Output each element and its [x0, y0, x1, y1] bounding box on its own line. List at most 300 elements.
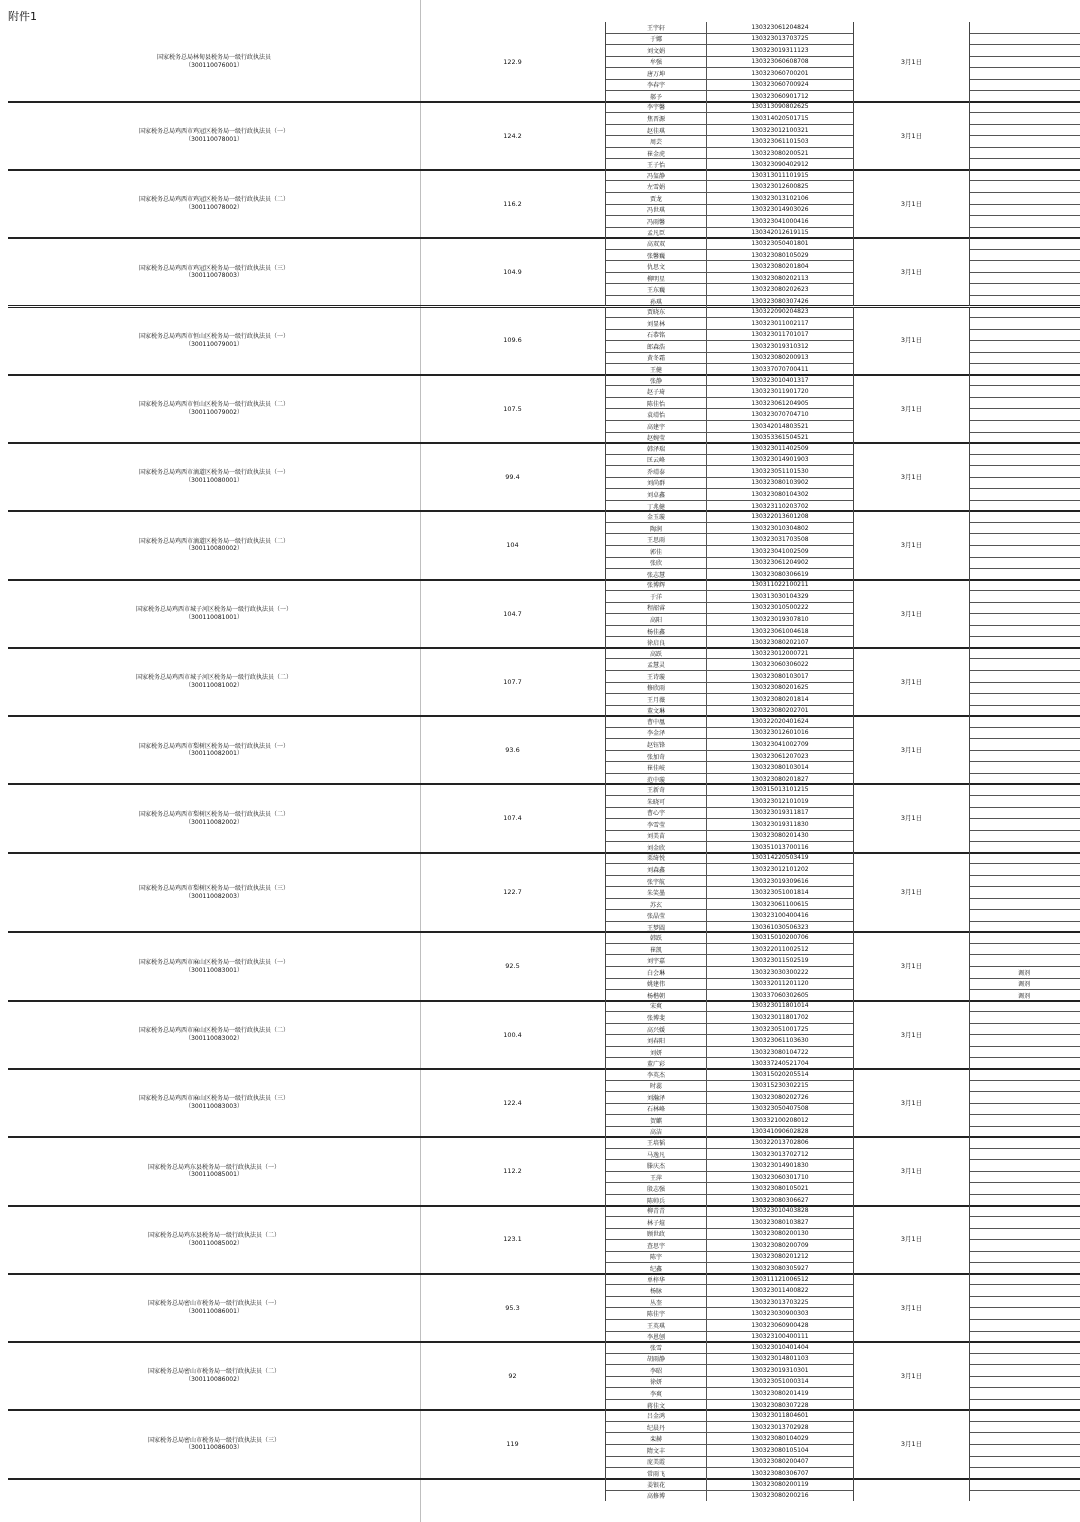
candidate-name: 杨脉: [606, 1285, 707, 1296]
candidate-exam-id: 130323061207023: [751, 752, 809, 760]
candidate-exam-id: 130314020501715: [751, 114, 809, 122]
candidate-name: 马逸凡: [606, 1149, 707, 1160]
remark-cell: [970, 863, 1080, 875]
cutoff-score: 119: [506, 1440, 519, 1449]
remark-cell: [970, 738, 1080, 750]
interview-date: 3月1日: [900, 131, 923, 140]
candidate-name: 李昭: [606, 1365, 707, 1376]
interview-date: 3月1日: [900, 962, 923, 971]
position-group: [0, 648, 1080, 716]
candidate-name: 张静: [606, 375, 707, 386]
interview-date: 3月1日: [900, 1303, 923, 1312]
candidate-row: [606, 863, 853, 875]
remark-cell: [970, 795, 1080, 807]
position-code: （300110079001）: [185, 340, 243, 348]
candidate-name: 王思雨: [606, 534, 707, 545]
candidate-name: 苏玄: [606, 899, 707, 910]
remark-cell: [970, 180, 1080, 192]
remarks-column: [969, 784, 1080, 852]
candidate-row: [606, 773, 853, 785]
remark-cell: [970, 841, 1080, 853]
remark-cell: [970, 408, 1080, 420]
remark-cell: [970, 385, 1080, 397]
candidate-exam-id: 130323080201419: [751, 1390, 809, 1398]
candidate-exam-id: 130323030300222: [751, 968, 809, 976]
cutoff-score: 99.4: [505, 472, 520, 481]
candidate-row: [606, 1011, 853, 1023]
candidate-row: [606, 22, 853, 33]
interview-date: 3月1日: [900, 1030, 923, 1039]
candidate-row: [606, 658, 853, 670]
candidate-name: 牟强: [606, 57, 707, 68]
remark-cell: [970, 1228, 1080, 1240]
candidate-name: 石林峰: [606, 1104, 707, 1115]
position-code: （300110082001）: [185, 750, 243, 758]
candidate-name: 杨佳鑫: [606, 626, 707, 637]
candidate-row: [606, 1467, 853, 1479]
remark-cell: [970, 1171, 1080, 1183]
remark-cell: [970, 22, 1080, 33]
candidate-row: [606, 716, 853, 727]
candidate-exam-id: 130323013102106: [751, 194, 809, 202]
candidate-exam-id: 130313011101915: [751, 171, 809, 179]
candidate-name: 查思宇: [606, 1240, 707, 1251]
cutoff-score: 122.7: [503, 888, 522, 897]
remark-cell: [970, 443, 1080, 454]
candidate-row: [606, 943, 853, 955]
remark-cell: [970, 1284, 1080, 1296]
candidate-row: [606, 283, 853, 295]
candidate-exam-id: 130323041002709: [751, 741, 809, 749]
remark-cell: [970, 1296, 1080, 1308]
cutoff-score: 107.5: [503, 404, 522, 413]
interview-date: 3月1日: [900, 268, 923, 277]
candidate-row: [606, 602, 853, 614]
candidate-row: [606, 249, 853, 261]
candidate-exam-id: 130323011801702: [751, 1013, 809, 1021]
candidate-exam-id: 130323050401801: [751, 239, 809, 247]
candidate-exam-id: 130323019311123: [751, 46, 809, 54]
remark-cell: [970, 158, 1080, 170]
candidate-name: 左雪娟: [606, 181, 707, 192]
candidate-name: 丁兆健: [606, 501, 707, 512]
candidate-exam-id: 130323014901830: [751, 1162, 809, 1170]
candidate-name: 刘金欣: [606, 842, 707, 853]
position-name: [8, 375, 420, 443]
candidate-row: [606, 522, 853, 534]
candidate-exam-id: 130323014903026: [751, 206, 809, 214]
remark-cell: [970, 716, 1080, 727]
candidate-exam-id: 130323019310312: [751, 342, 809, 350]
remark-cell: [970, 1274, 1080, 1285]
candidate-exam-id: 130323011402509: [751, 444, 809, 452]
remark-cell: [970, 1091, 1080, 1103]
candidate-exam-id: 130323060700924: [751, 81, 809, 89]
interview-date: [855, 1479, 968, 1502]
candidate-exam-id: 130323080202107: [751, 639, 809, 647]
candidate-exam-id: 130323080202726: [751, 1093, 809, 1101]
candidate-name: 李雪莹: [606, 819, 707, 830]
candidate-exam-id: 130323019307810: [751, 616, 809, 624]
candidate-exam-id: 130323013703225: [751, 1298, 809, 1306]
position-title: 国家税务总局鸡东县税务局一级行政执法员（二）: [147, 1231, 280, 1239]
remark-cell: [970, 625, 1080, 637]
candidate-name: 王梦圆: [606, 922, 707, 933]
candidate-row: [606, 397, 853, 409]
candidate-name: 王东巍: [606, 284, 707, 295]
interview-date: 3月1日: [900, 746, 923, 755]
candidate-row: [606, 215, 853, 227]
remark-cell: [970, 1364, 1080, 1376]
remark-cell: [970, 1182, 1080, 1194]
cutoff-score: [421, 1479, 604, 1502]
candidate-exam-id: 130323019309616: [751, 877, 809, 885]
remarks-column: [969, 1137, 1080, 1205]
position-name: [8, 238, 420, 306]
position-group: [0, 1137, 1080, 1205]
position-group: [0, 716, 1080, 784]
candidate-name: 刘森鑫: [606, 864, 707, 875]
candidate-name: 修欣雨: [606, 683, 707, 694]
position-group: [0, 170, 1080, 238]
candidate-name: 张馨巍: [606, 250, 707, 261]
candidate-name: 崔金虎: [606, 148, 707, 159]
candidate-exam-id: 130315013101215: [751, 786, 809, 794]
candidate-name: 赵子琦: [606, 386, 707, 397]
cutoff-score: 122.4: [503, 1098, 522, 1107]
remark-cell: [970, 1148, 1080, 1160]
remarks-column: [969, 580, 1080, 648]
candidate-exam-id: 130323061101503: [751, 138, 809, 146]
candidate-name: 朱笑墨: [606, 887, 707, 898]
candidate-exam-id: 130323031703508: [751, 536, 809, 544]
remark-cell: [970, 1353, 1080, 1365]
position-title: 国家税务总局鸡西市滴道区税务局一级行政执法员（一）: [138, 469, 289, 477]
remarks-column: [969, 238, 1080, 306]
candidate-name: 纪晨丹: [606, 1422, 707, 1433]
remark-cell: [970, 750, 1080, 762]
candidate-row: [606, 408, 853, 420]
candidate-row: [606, 112, 853, 124]
candidate-exam-id: 130322011002512: [751, 945, 809, 953]
remark-cell: [970, 705, 1080, 717]
candidate-row: [606, 898, 853, 910]
candidate-exam-id: 130323080307426: [751, 297, 809, 305]
candidate-name: 高修博: [606, 1491, 707, 1502]
remarks-column: [969, 648, 1080, 716]
candidate-name: 陶润: [606, 523, 707, 534]
cutoff-score: 107.7: [503, 677, 522, 686]
remark-cell: [970, 1251, 1080, 1263]
position-title: 国家税务总局鸡西市麻山区税务局一级行政执法员（一）: [138, 958, 289, 966]
candidate-row: [606, 204, 853, 216]
candidate-list: [605, 1274, 854, 1342]
remark-cell: [970, 1046, 1080, 1058]
candidate-name: 栾赫: [606, 1433, 707, 1444]
candidate-list: [605, 307, 854, 375]
candidate-exam-id: 130311022100211: [751, 581, 809, 589]
position-code: （300110083003）: [185, 1103, 243, 1111]
candidate-name: 刘瀚泽: [606, 1092, 707, 1103]
candidate-name: 张加奇: [606, 751, 707, 762]
cutoff-score: 124.2: [503, 131, 522, 140]
remark-cell: [970, 1479, 1080, 1490]
remark-cell: [970, 636, 1080, 648]
candidate-exam-id: 130323014901903: [751, 456, 809, 464]
candidate-row: [606, 1206, 853, 1217]
candidate-name: 张宇航: [606, 876, 707, 887]
candidate-list: [605, 511, 854, 579]
candidate-exam-id: 130332100208012: [751, 1116, 809, 1124]
candidate-name: 白会琳: [606, 967, 707, 978]
candidate-row: [606, 147, 853, 159]
interview-date: 3月1日: [900, 1371, 923, 1380]
remark-cell: [970, 1103, 1080, 1115]
remark-cell: [970, 943, 1080, 955]
candidate-name: 唐万坤: [606, 68, 707, 79]
candidate-row: [606, 1319, 853, 1331]
candidate-name: 顾世政: [606, 1229, 707, 1240]
remarks-column: [969, 22, 1080, 102]
candidate-row: [606, 307, 853, 318]
position-title: 国家税务总局鸡西市鸡冠区税务局一级行政执法员（三）: [138, 264, 289, 272]
candidate-exam-id: 130323012600825: [751, 183, 809, 191]
candidate-row: [606, 1353, 853, 1365]
position-name: [8, 22, 420, 102]
remark-cell: [970, 1057, 1080, 1069]
candidate-name: 柳青青: [606, 1206, 707, 1217]
candidate-name: 陈佳怡: [606, 398, 707, 409]
position-group: [0, 1410, 1080, 1478]
candidate-name: 崔佳岐: [606, 762, 707, 773]
candidate-exam-id: 130353361504521: [751, 434, 809, 442]
candidate-name: 滕庆杰: [606, 1160, 707, 1171]
candidate-row: [606, 705, 853, 717]
candidate-row: [606, 989, 853, 1001]
remark-cell: [970, 830, 1080, 842]
candidate-name: 范中璇: [606, 774, 707, 785]
remark-cell: [970, 465, 1080, 477]
candidate-exam-id: 130323080202701: [751, 707, 809, 715]
interview-date: 3月1日: [900, 336, 923, 345]
candidate-name: 韩跃: [606, 932, 707, 943]
candidate-name: 金玉璇: [606, 511, 707, 522]
candidate-row: [606, 1069, 853, 1080]
position-title: 国家税务总局鸡西市梨树区税务局一级行政执法员（二）: [138, 810, 289, 818]
candidate-row: [606, 500, 853, 512]
candidate-name: 曹中凰: [606, 716, 707, 727]
candidate-row: [606, 648, 853, 659]
position-code: （300110080001）: [185, 477, 243, 485]
candidate-list: [605, 1410, 854, 1478]
candidate-row: [606, 67, 853, 79]
position-title: 国家税务总局鸡西市梨树区税务局一级行政执法员（一）: [138, 742, 289, 750]
candidate-name: 隋文丰: [606, 1445, 707, 1456]
position-title: 国家税务总局密山市税务局一级行政执法员（三）: [147, 1436, 280, 1444]
remark-cell: [970, 102, 1080, 113]
candidate-exam-id: 130322090204823: [751, 308, 809, 316]
candidate-row: [606, 1216, 853, 1228]
candidate-exam-id: 130323013702928: [751, 1423, 809, 1431]
remark-cell: [970, 352, 1080, 364]
candidate-name: 匡云峰: [606, 455, 707, 466]
candidate-exam-id: 130322013702806: [751, 1139, 809, 1146]
position-code: （300110086002）: [185, 1376, 243, 1384]
candidate-row: [606, 1001, 853, 1012]
interview-date: 3月1日: [900, 472, 923, 481]
position-group: [0, 238, 1080, 306]
candidate-name: 胡雨静: [606, 1354, 707, 1365]
remark-cell: [970, 1444, 1080, 1456]
remark-cell: [970, 1011, 1080, 1023]
candidate-name: 郭佳: [606, 546, 707, 557]
remarks-column: [969, 375, 1080, 443]
position-name: [8, 784, 420, 852]
candidate-name: 焦晋源: [606, 113, 707, 124]
candidate-row: [606, 682, 853, 694]
candidate-exam-id: 130313090802625: [751, 103, 809, 111]
cutoff-score: 109.6: [503, 336, 522, 345]
remarks-column: [969, 853, 1080, 933]
candidate-name: 刘宇嘉: [606, 955, 707, 966]
interview-date: 3月1日: [900, 57, 923, 66]
candidate-row: [606, 1171, 853, 1183]
remark-cell: [970, 522, 1080, 534]
candidate-row: [606, 272, 853, 284]
candidate-row: [606, 795, 853, 807]
candidate-row: [606, 56, 853, 68]
candidate-exam-id: 130323080305927: [751, 1265, 809, 1273]
candidate-exam-id: 130323041002509: [751, 547, 809, 555]
candidate-exam-id: 130323080104722: [751, 1048, 809, 1056]
candidate-name: 赵佳琪: [606, 125, 707, 136]
position-group: [0, 1206, 1080, 1274]
candidate-exam-id: 130323080103902: [751, 479, 809, 487]
candidate-exam-id: 130323080200119: [751, 1480, 809, 1488]
candidate-name: 刘春阳: [606, 1035, 707, 1046]
candidate-row: [606, 568, 853, 580]
cutoff-score: 123.1: [503, 1235, 522, 1244]
position-code: （300110079002）: [185, 408, 243, 416]
candidate-exam-id: 130323011804601: [751, 1412, 809, 1420]
remark-cell: [970, 1319, 1080, 1331]
candidate-row: [606, 761, 853, 773]
interview-date: 3月1日: [900, 814, 923, 823]
position-code: （300110086001）: [185, 1307, 243, 1315]
candidate-list: [605, 1137, 854, 1205]
remark-cell: [970, 397, 1080, 409]
remark-cell: [970, 1023, 1080, 1035]
candidate-list: [605, 443, 854, 511]
candidate-row: [606, 1490, 853, 1502]
remark-cell: [970, 784, 1080, 795]
candidate-exam-id: 130323080201827: [751, 775, 809, 783]
remark-cell: [970, 898, 1080, 910]
candidate-row: [606, 693, 853, 705]
remark-cell: [970, 1034, 1080, 1046]
candidate-name: 王培韬: [606, 1137, 707, 1148]
candidate-list: [605, 932, 854, 1000]
candidate-name: 于娜: [606, 34, 707, 45]
candidate-exam-id: 130323100400111: [751, 1333, 809, 1341]
position-code: （300110081001）: [185, 613, 243, 621]
candidate-name: 刘尚群: [606, 478, 707, 489]
candidate-exam-id: 130315010200706: [751, 934, 809, 942]
candidate-exam-id: 130323080306627: [751, 1196, 809, 1204]
candidate-exam-id: 130323080201814: [751, 695, 809, 703]
candidate-name: 徐妍: [606, 1377, 707, 1388]
remark-cell: [970, 260, 1080, 272]
interview-date: 3月1日: [900, 541, 923, 550]
candidate-row: [606, 1387, 853, 1399]
candidate-exam-id: 130315230302215: [751, 1082, 809, 1090]
candidate-exam-id: 130342014803521: [751, 422, 809, 430]
remark-cell: [970, 602, 1080, 614]
candidate-row: [606, 727, 853, 739]
candidate-name: 高兴媛: [606, 1024, 707, 1035]
attachment-label: 附件1: [8, 10, 37, 23]
position-title: 国家税务总局鸡西市鸡冠区税务局一级行政执法员（一）: [138, 127, 289, 135]
candidate-row: [606, 295, 853, 307]
candidate-list: [605, 1206, 854, 1274]
remark-cell: [970, 921, 1080, 933]
remark-cell: [970, 1387, 1080, 1399]
candidate-row: [606, 90, 853, 102]
candidate-name: 贾龙: [606, 193, 707, 204]
position-code: （300110078003）: [185, 272, 243, 280]
interview-date: 3月1日: [900, 1235, 923, 1244]
candidate-name: 崔凯: [606, 944, 707, 955]
remarks-column: [969, 1001, 1080, 1069]
candidate-row: [606, 420, 853, 432]
candidate-name: 冯玺静: [606, 170, 707, 181]
candidate-exam-id: 130323080306707: [751, 1469, 809, 1477]
remark-cell: [970, 340, 1080, 352]
position-group: [0, 375, 1080, 443]
position-group: [0, 22, 1080, 102]
position-name: [8, 932, 420, 1000]
candidate-row: [606, 1148, 853, 1160]
candidate-row: [606, 1296, 853, 1308]
candidate-exam-id: 130323013703725: [751, 35, 809, 43]
position-group: [0, 1274, 1080, 1342]
candidate-name: 张雪: [606, 1342, 707, 1353]
position-code: （300110082002）: [185, 818, 243, 826]
candidate-name: 赵钰锋: [606, 739, 707, 750]
remark-cell: [970, 545, 1080, 557]
candidate-name: 贺麒: [606, 1115, 707, 1126]
candidate-row: [606, 921, 853, 933]
position-code: （300110085001）: [185, 1171, 243, 1179]
candidate-exam-id: 130323011901720: [751, 388, 809, 396]
remark-cell: [970, 1342, 1080, 1353]
candidate-exam-id: 130323011701017: [751, 331, 809, 339]
candidate-exam-id: 130351013700116: [751, 843, 809, 851]
remark-cell: [970, 192, 1080, 204]
candidate-row: [606, 385, 853, 397]
candidate-name: 高建宇: [606, 421, 707, 432]
candidate-row: [606, 1057, 853, 1069]
candidate-exam-id: 130323060301710: [751, 1173, 809, 1181]
candidate-exam-id: 130337240521704: [751, 1060, 809, 1068]
candidate-exam-id: 130342012619115: [751, 229, 809, 237]
candidate-exam-id: 130323041000416: [751, 217, 809, 225]
candidate-name: 李恩刨: [606, 1332, 707, 1343]
candidate-name: 孙琪: [606, 296, 707, 307]
cutoff-score: 104.9: [503, 268, 522, 277]
candidate-row: [606, 511, 853, 522]
candidate-name: 高阳: [606, 614, 707, 625]
